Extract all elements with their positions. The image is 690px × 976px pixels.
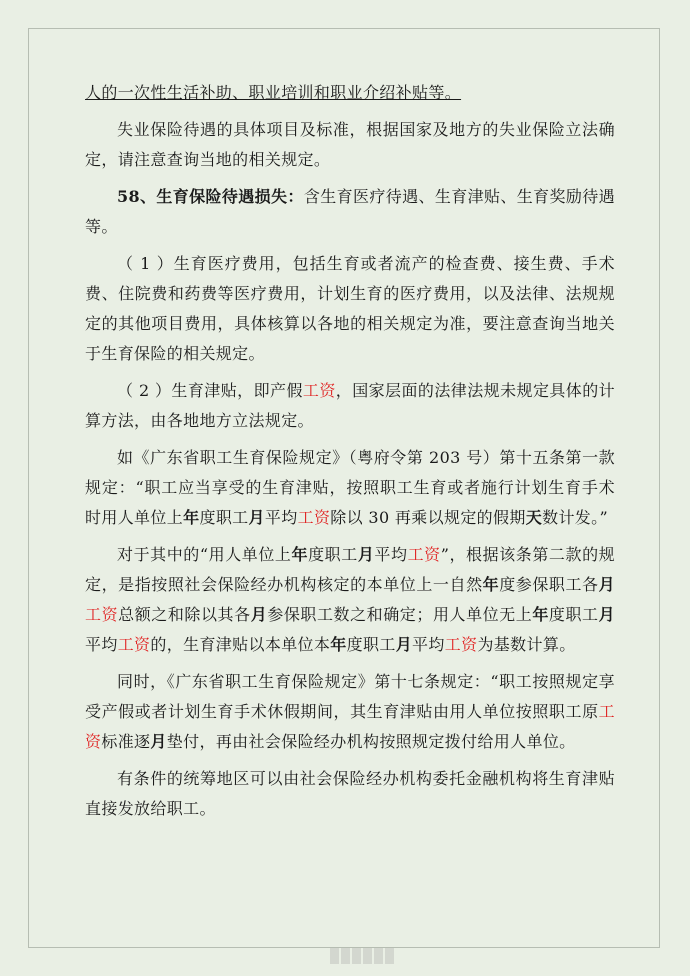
paragraph-1-text: 人的一次性生活补助、职业培训和职业介绍补贴等。	[85, 83, 462, 102]
paragraph-5	[85, 376, 615, 436]
p7-z: 为基数计算。	[477, 635, 576, 654]
section-58-text: 含生育医疗待遇、生育津贴、生育奖励待遇等。	[85, 187, 616, 236]
p7-wage-2: 工资	[85, 605, 119, 624]
p7-p: 度职工	[548, 605, 599, 624]
p7-r: 平均	[85, 635, 118, 654]
p8-e: 垫付，再由社会保险经办机构按照规定拨付给用人单位。	[166, 732, 576, 751]
p7-month-2: 月	[598, 575, 615, 594]
p7-a: 对于其中的“用人单位上	[117, 545, 292, 564]
p7-c: 度职工	[308, 545, 358, 564]
p7-year-2: 年	[482, 575, 500, 594]
p7-x: 平均	[412, 635, 445, 654]
p7-month-3: 月	[250, 605, 268, 624]
p6-month: 月	[248, 508, 265, 527]
paragraph-2: 失业保险待遇的具体项目及标准，根据国家及地方的失业保险立法确定，请注意查询当地的相关规定。	[85, 120, 615, 169]
p6-day: 天	[525, 508, 543, 527]
p7-t: 的，生育津贴以本单位本	[150, 635, 331, 654]
paragraph-9: 有条件的统筹地区可以由社会保险经办机构委托金融机构将生育津贴直接发放给职工。	[85, 769, 615, 818]
p6-text-i: 数计发。”	[542, 508, 609, 527]
p6-text-c: 度职工	[199, 508, 249, 527]
watermark	[330, 948, 410, 970]
paragraph-3	[85, 182, 615, 242]
section-58-heading: 58、生育保险待遇损失：	[117, 187, 304, 206]
paragraph-1	[85, 78, 615, 108]
paragraph-7	[85, 540, 615, 660]
paragraph-8	[85, 667, 615, 757]
p6-year: 年	[183, 508, 200, 527]
paragraph-4: （ 1 ）生育医疗费用，包括生育或者流产的检查费、接生费、手术费、住院费和药费等医疗费用，计划生育的医疗费用，以及法律、法规规定的其他项目费用，具体核算以各地的相关规定为准，要注意查询当地关于生育保险的相关规定。	[85, 254, 615, 363]
p7-n: 参保职工数之和确定；用人单位无上	[267, 605, 533, 624]
p7-i: 度参保职工各	[499, 575, 599, 594]
p6-text-g: 除以 30 再乘以规定的假期	[330, 508, 526, 527]
p8-c: 标准逐	[101, 732, 151, 751]
p7-year-3: 年	[532, 605, 549, 624]
p7-wage-4: 工资	[444, 635, 478, 654]
p7-month-5: 月	[395, 635, 413, 654]
p6-keyword-wage: 工资	[297, 508, 331, 527]
p7-wage-1: 工资	[407, 545, 441, 564]
p7-e: 平均	[374, 545, 408, 564]
p8-wage: 工资	[85, 702, 615, 751]
p8-month: 月	[150, 732, 167, 751]
paragraph-6	[85, 443, 615, 533]
p7-month-4: 月	[598, 605, 615, 624]
p8-a: 同时，《广东省职工生育保险规定》第十七条规定：“职工按照规定享受产假或者计划生育手术休假期间，其生育津贴由用人单位按照职工原	[85, 672, 615, 721]
p7-g: ”，根据该条第二款的规定，是指按照社会保险经办机构核定的本单位上一自然	[85, 545, 615, 594]
p5-text-a: （ 2 ）生育津贴，即产假	[117, 381, 303, 400]
p7-month-1: 月	[357, 545, 375, 564]
p7-v: 度职工	[346, 635, 396, 654]
p7-year-4: 年	[330, 635, 347, 654]
p5-text-c: ，国家层面的法律法规未规定具体的计算方法，由各地地方立法规定。	[85, 381, 616, 430]
p6-text-a: 如《广东省职工生育保险规定》（粤府令第 203 号）第十五条第一款规定：“职工应当享受的生育津贴，按照职工生育或者施行计划生育手术时用人单位上	[85, 448, 615, 527]
p6-text-e: 平均	[264, 508, 298, 527]
p5-keyword-wage: 工资	[302, 381, 336, 400]
p7-wage-3: 工资	[117, 635, 151, 654]
document-body	[85, 78, 615, 831]
p7-l: 总额之和除以其各	[118, 605, 251, 624]
p7-year-1: 年	[291, 545, 309, 564]
